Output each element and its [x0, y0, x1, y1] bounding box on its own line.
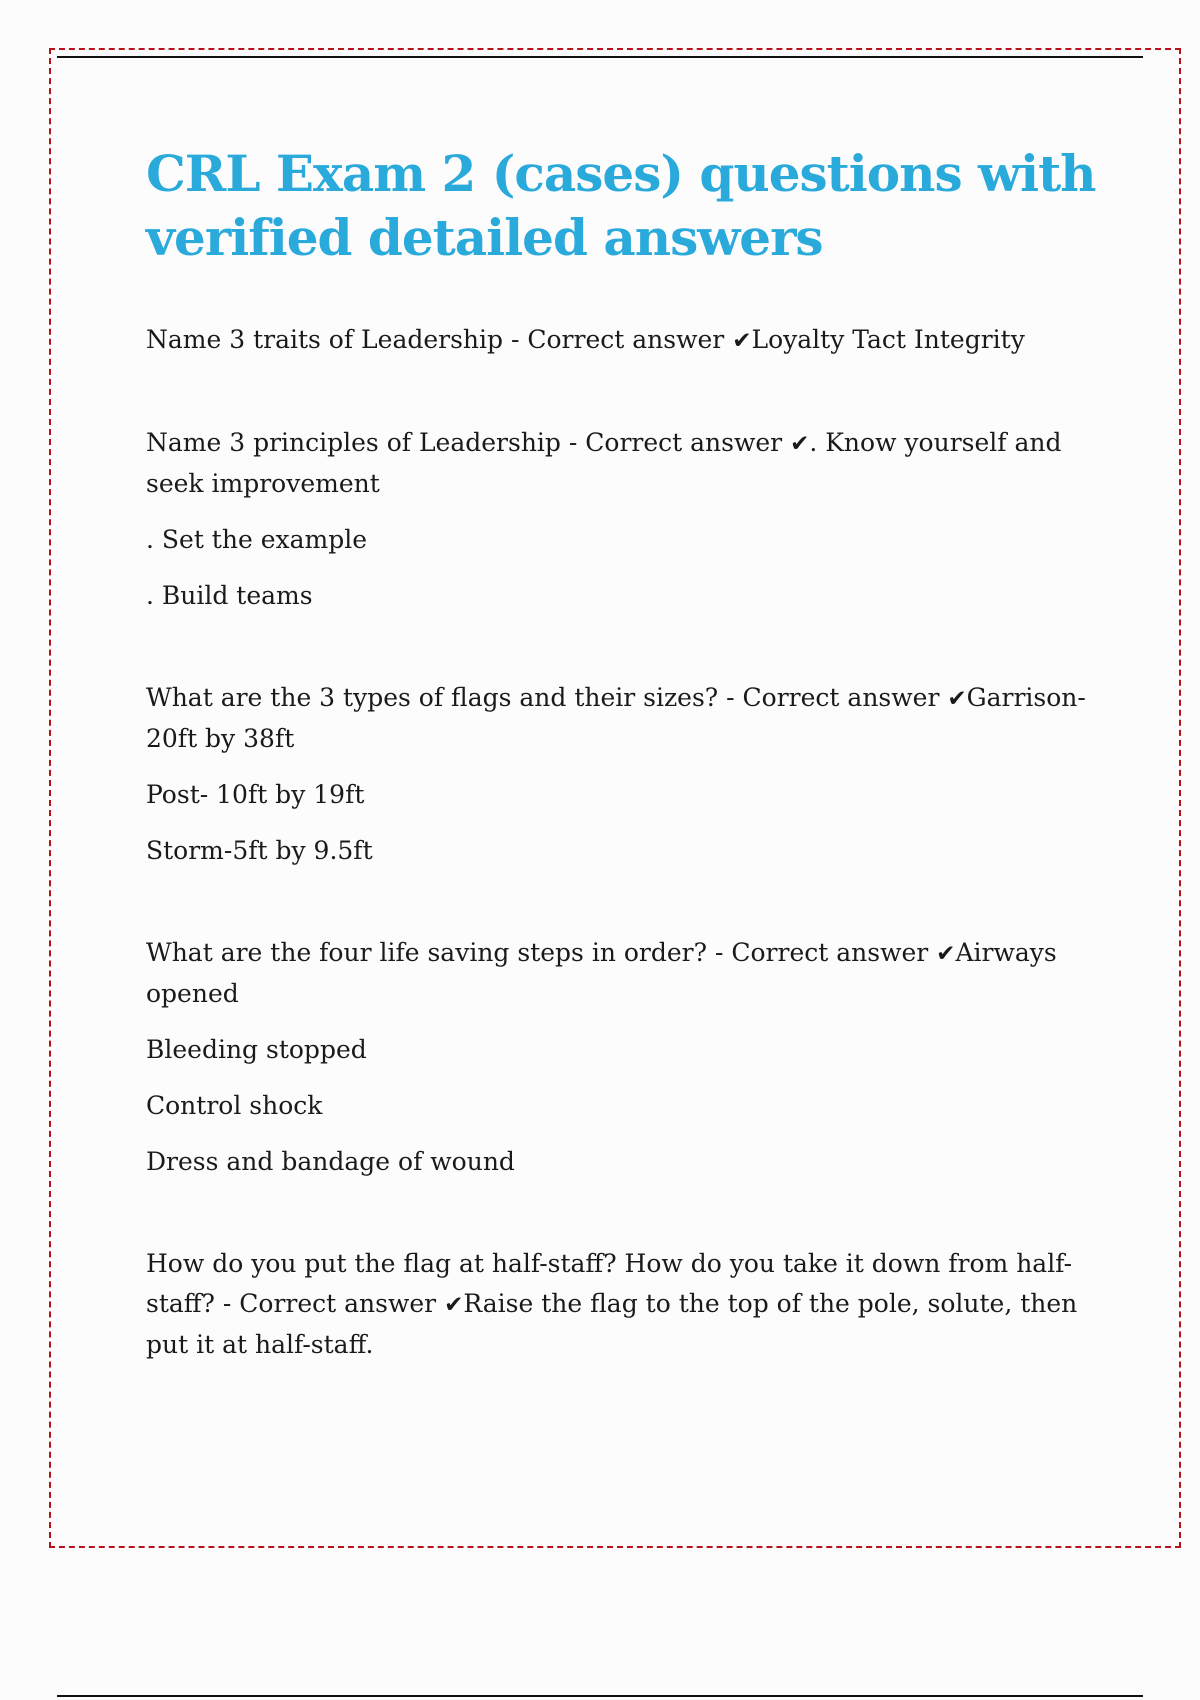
- answer-line: Post- 10ft by 19ft: [146, 780, 365, 809]
- answer-line: Storm-5ft by 9.5ft: [146, 836, 373, 865]
- question-text: Name 3 traits of Leadership - Correct answer: [146, 325, 725, 354]
- qa-item: [146, 678, 1096, 871]
- answer-line: . Build teams: [146, 581, 313, 610]
- qa-item: [146, 320, 1096, 361]
- document-body: [146, 142, 1096, 1427]
- bottom-divider: [57, 1695, 1143, 1697]
- answer-text: Airways opened: [146, 938, 1057, 1008]
- checkmark-icon: ✔: [790, 431, 810, 457]
- qa-line: [146, 933, 1096, 1014]
- document-title: CRL Exam 2 (cases) questions with verified detailed answers: [146, 144, 1096, 267]
- checkmark-icon: ✔: [936, 941, 956, 967]
- answer-line: . Set the example: [146, 525, 367, 554]
- question-text: How do you put the flag at half-staff? How do you take it down from half-staff? - Correct answer: [146, 1249, 1073, 1318]
- answer-line: Dress and bandage of wound: [146, 1147, 515, 1176]
- qa-line: [146, 678, 1096, 759]
- checkmark-icon: ✔: [947, 686, 967, 712]
- qa-line: [146, 423, 1096, 504]
- qa-item: [146, 423, 1096, 616]
- answer-line: Bleeding stopped: [146, 1035, 367, 1064]
- top-divider: [57, 56, 1143, 58]
- answer-text: Garrison- 20ft by 38ft: [146, 683, 1086, 753]
- qa-list: [146, 320, 1096, 1365]
- question-text: Name 3 principles of Leadership - Correct answer: [146, 428, 783, 457]
- answer-text: . Know yourself and seek improvement: [146, 428, 1062, 498]
- qa-item: [146, 1244, 1096, 1365]
- answer-text: Raise the flag to the top of the pole, solute, then put it at half-staff.: [146, 1289, 1078, 1359]
- qa-item: [146, 933, 1096, 1182]
- answer-text: Loyalty Tact Integrity: [751, 325, 1025, 354]
- qa-line: [146, 320, 1096, 361]
- answer-line: Control shock: [146, 1091, 323, 1120]
- question-text: What are the 3 types of flags and their sizes? - Correct answer: [146, 683, 940, 712]
- checkmark-icon: ✔: [444, 1292, 464, 1318]
- checkmark-icon: ✔: [732, 328, 752, 354]
- question-text: What are the four life saving steps in order? - Correct answer: [146, 938, 929, 967]
- qa-line: [146, 1244, 1096, 1365]
